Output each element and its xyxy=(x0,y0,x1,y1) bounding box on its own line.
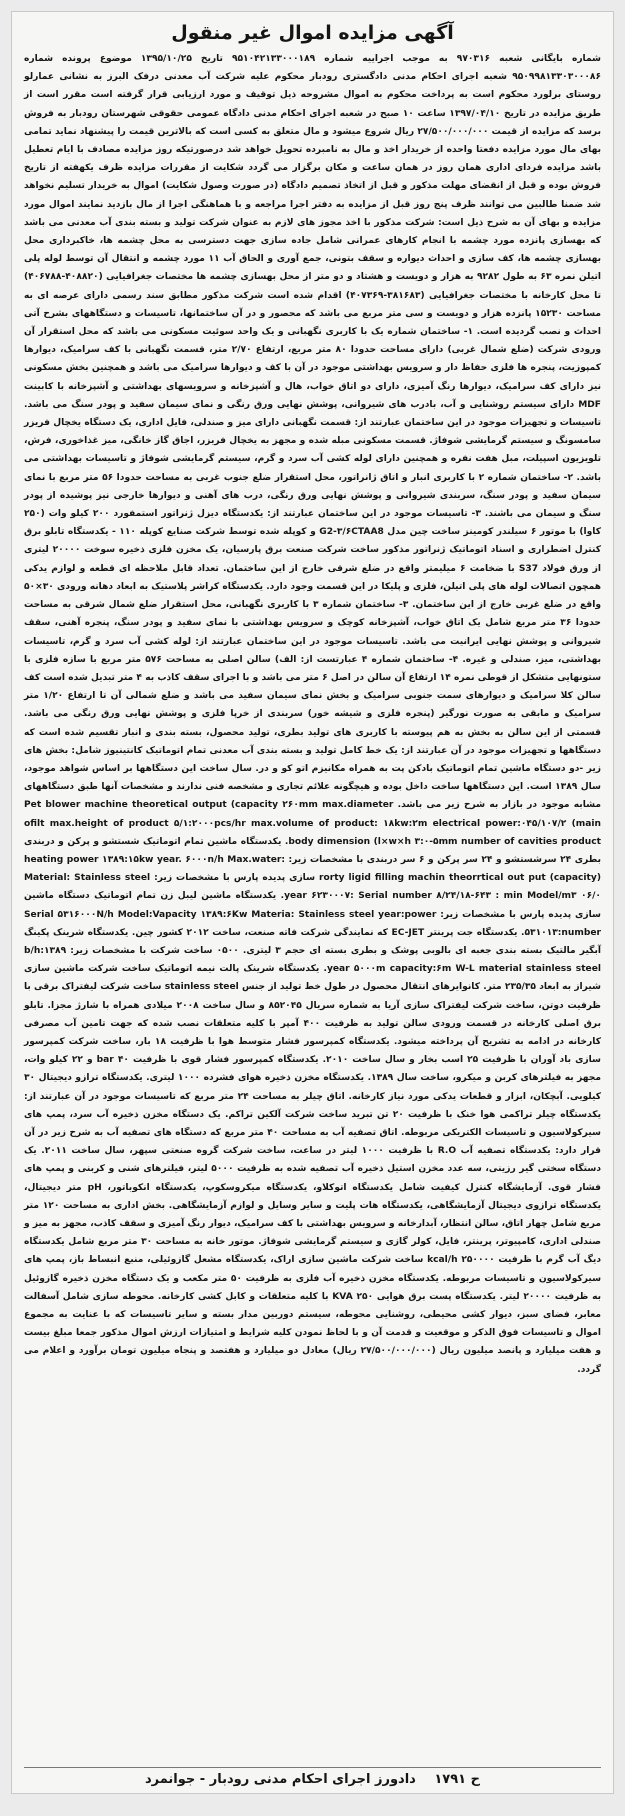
signature-line: دادورز اجرای احکام مدنی رودبار - جوانمرد xyxy=(144,1772,416,1787)
auction-notice-body: شماره بایگانی شعبه ۹۷۰۳۱۶ به موجب اجراییه شماره ۹۵۱۰۴۲۱۳۳۰۰۰۱۸۹ تاریخ ۱۳۹۵/۱۰/۲۵ موضوع پرونده شماره ۹۵۰۹۹۸۱۳۳۰۳۰۰۰۸۶ شعبه اجرای احکام مدنی دادگستری رودبار محکوم علیه شرکت آب معدنی درفک البرز به نشانی عمارلو روستای برلورد محکوم است به پرداخت محکوم به اموال مشروحه ذیل توقیف و مورد ارزیابی قرار گرفته است مقرر است از طریق مزایده در تاریخ ۱۳۹۷/۰۴/۱۰ ساعت ۱۰ صبح در شعبه اجرای احکام مدنی دادگاه عمومی حقوقی شهرستان رودبار به فروش برسد که مزایده از قیمت ۲۷/۵۰۰/۰۰۰/۰۰۰ ریال شروع میشود و مال متعلق به کسی است که بالاترین قیمت را پیشنهاد نماید تمامی بهای مال مورد مزایده دفعتا واحده از خریدار اخذ و مال به نامبرده تحویل خواهد شد درصورتیکه روز مزایده مصادف با ایام تعطیل باشد مزایده فردای اداری همان روز در همان ساعت و مکان برگزار می گردد شکایت از مقررات مزایده ظرف یکهفته از تاریخ فروش بوده و قبل از انقضای مهلت مذکور و قبل از اتخاذ تصمیم دادگاه (در صورت وصول شکایت) اموال به خریدار تسلیم نخواهد شد ضمنا طالبین می توانند ظرف پنج روز قبل از مزایده به دفتر اجرا مراجعه و با هماهنگی اجرا از مال بازدید نمایند اموال مورد مزایده و بهای آن به شرح ذیل است: شرکت مذکور با اخذ مجوز های لازم به عنوان شرکت تولید و بسته بندی آب معدنی می باشد که بهسازی پانزده مورد چشمه با انجام کارهای عمرانی شامل جاده سازی جهت دسترسی به محل چشمه ها، خاکبرداری محل بهسازی چشمه ها، کف سازی و احداث دیواره و سقف بتونی، جمع آوری و الحاق آب ۱۱ مورد چشمه و انتقال آن توسط لوله پلی اتیلن نمره ۶۳ به طول ۹۲۸۲ به هزار و دویست و هشتاد و دو متر از محل بهسازی چشمه ها مختصات جغرافیایی (۴۰۸۸۲۰-۴۰۶۷۸۸) تا محل کارخانه با مختصات جغرافیایی (۳۸۱۶۸۳-۴۰۷۳۶۹) اقدام شده است شرکت مذکور مطابق سند رسمی دارای عرصه ای به مساحت ۱۵۲۳۰ پانزده هزار و دویست و سی متر مربع می باشد که محصور و در آن ساختمانها، تاسیسات و دستگاههای بشرح آتی احداث و نصب گردیده است. ۱- ساختمان شماره یک با کاربری نگهبانی و یک واحد سوئیت مسکونی می باشد که محل استقرار آن ورودی شرکت (ضلع شمال غربی) دارای مساحت حدودا ۸۰ متر مربع، ارتفاع ۲/۷۰ متر، قسمت نگهبانی با کف سرامیک، دیوارها کمپوزیت، پنجره ها فلزی حفاظ دار و سرویس بهداشتی موجود در آن با کف و دیوارها سرامیک می باشد و همچنین بخش مسکونی نیز دارای کف سرامیک، دیوارها رنگ آمیزی، دارای دو اتاق خواب، هال و آشپزخانه و سرویسهای بهداشتی و آشپزخانه با کابینت MDF دارای سیستم روشنایی و آب، بادرب های شیروانی، پوشش نهایی ورق رنگی و نمای سیمان سفید و پودر سنگ می باشد. تاسیسات و تجهیزات موجود در این ساختمان عبارتند از: قسمت نگهبانی دارای میز و صندلی، فایل اداری، یک دستگاه یخچال فریزر سامسونگ و سیستم گرمایشی شوفاژ. قسمت مسکونی مبله شده و مجهز به یخچال فریزر، اجاق گاز خانگی، میز غذاخوری، فرش، تلویزیون اسپیلت، مبل هفت نفره و همچنین دارای لوله کشی آب سرد و گرم، سیستم گرمایشی شوفاژ و تاسیسات بهداشتی می باشد. ۲- ساختمان شماره ۲ با کاربری انبار و اتاق ژانراتور، محل استقرار ضلع جنوب غربی به مساحت حدودا ۵۶ متر مربع با نمای سیمان سفید و پودر سنگ، سربندی شیروانی و پوشش نهایی ورق رنگی، درب های آهنی و دیوارها خارجی نیز پوشیده از پودر سنگ و سیمان می باشند. ۳- تاسیسات موجود در این ساختمان عبارتند از: یکدستگاه دیزل ژنراتور استمفورد ۲۰۰ کیلو وات (۲۵۰ کاوا) با موتور ۶ سیلندر کومینز ساخت چین مدل G2-۳/۶CTAA8 و کوپله شده توسط شرکت صنایع کوپله ۱۱۰ - یکدستگاه تابلو برق کنترل اضطراری و اسناد اتوماتیک ژنراتور مذکور ساخت شرکت صنعت برق پارسیان، یک مخزن فلزی ذخیره سوخت ۲۰۰۰۰ لیتری از ورق فولاد S37 با ضخامت ۶ میلیمتر واقع در ضلع شرقی خارج از این ساختمان. تعداد قابل ملاحظه ای قطعه و لوازم یدکی همچون اتصالات لوله های پلی اتیلن، فلزی و پلیکا در این قسمت وجود دارد. یکدستگاه کراشر پلاستیک به ابعاد دهانه ورودی ۳۰×۵۰ واقع در ضلع غربی خارج از این ساختمان. ۳- ساختمان شماره ۳ با کاربری نگهبانی، محل استقرار ضلع شمال شرقی به مساحت حدودا ۳۶ متر مربع شامل یک اتاق خواب، آشپزخانه کوچک و سرویس بهداشتی با نمای سفید و پودر سنگ، پنجره آهنی، سقف شیروانی و پوشش نهایی ایرانیت می باشد. تاسیسات موجود در این ساختمان عبارتند از: لوله کشی آب سرد و گرم، تاسیسات بهداشتی، میز، صندلی و غیره. ۴- ساختمان شماره ۴ عبارتست از: الف) سالن اصلی به مساحت ۵۷۶ متر مربع با سازه فلزی با ستونهایی متشکل از قوطی نمره ۱۴ ارتفاع آن سالن در اصل ۶ متر می باشد و با اجرای سقف کاذب به ۴ متر تبدیل شده است کف سالن کلا سرامیک و دیوارهای سمت جنوبی سرامیک و بخش نمای سیمان سفید می باشد و ضلع شمالی آن تا ارتفاع ۱/۲۰ متر سرامیک و مابقی به صورت نورگیر (پنجره فلزی و شیشه خور) سربندی از خرپا فلزی و پوشش نهایی ورق رنگی می باشد. قسمتی از این سالن به بخش به هم پیوسته با کاربری های تولید بطری، تولید محصول، بسته بندی و انبار تقسیم شده است که دستگاهها و تجهیزات موجود در آن عبارتند از: یک خط کامل تولید و بسته بندی آب معدنی تمام اتوماتیک کانتینیوز شامل: بخش های زیر -دو دستگاه ماشین تمام اتوماتیک بادکن پت به همراه مکانیزم اتو کو و در. سال ساخت این دستگاهها بر اساس شواهد موجود، سال ۱۳۸۹ است. این دستگاهها ساخت داخل بوده و هیچگونه علائم تجاری و مشخصه فنی ندارند و مشخصات آنها طبق دستگاههای مشابه موجود در بازار به شرح زیر می باشد. Pet blower machine theoretical output (capacity ۲۶۰mm max.diameter ofilt max.height of product ۵/۱:۲۰۰۰pcs/hr max.volume of product: ۱۸kw:۲m electrical power:۰۴۵/۱۰۷/۲ (main body dimension (l×w×h ۳:۰-۵mm number of cavities product. یکدستگاه ماشین تمام اتوماتیک شستشو و پرکن و دربندی بطری ۲۴ سرشستشو و ۲۴ سر پرکن و ۶ سر دربندی با مشخصات زیر: heating power ۱۳۸۹:۱۵kw year. ۶۰۰۰n/h Max.water: rorty ligid filling machin theorrtical out put (capacity) سازی پدیده پارس با مشخصات زیر: Material: Stainless steel year ۶۲۳۰۰۰۷: Serial number ۸/۲۴/۱۸-۶۴۳ : min Model/m۳ ۰۶/۰. یکدستگاه ماشین لیبل زن تمام اتوماتیک دستگاه ماشین سازی پدیده پارس با مشخصات زیر: Serial ۵۳۱۶۰۰۰N/h Model:Vapacity ۱۳۸۹:۶Kw Materia: Stainless steel year:power ۵۳۱۰۱۳:number. یکدستگاه جت پرینتر EC-JET که نمایندگی شرکت فاته صنعت، ساخت ۲۰۱۲ کشور چین. یکدستگاه شرینک پکینگ آبگیر مالتیک بسته بندی جعبه ای بالوبی پوشک و بطری بسته ای حجم ۳ لیتری. ۰۵۰۰ ساخت شرکت با مشخصات زیر: ۱۳۸۹:b/h year ۵۰۰۰m capacity:۶m W-L material stainless steel. یکدستگاه شرینک پالت نیمه اتوماتیک ساخت شرکت ماشین سازی شیراز به ابعاد ۲۳۵/۳۵ متر. کانوایرهای انتقال محصول در طول خط تولید از جنس stainless steel ساخت شرکت لیفتراک برقی با ظرفیت دوتن، ساخت شرکت لیفتراک سازی آریا به شماره سریال ۸۵۲۰۴۵ و سال ساخت ۲۰۰۸ میلادی همراه با شارژ مجزا. تابلو برق اصلی کارخانه در قسمت ورودی سالن تولید به ظرفیت ۴۰۰ آمپر با کلیه متعلقات نصب شده که جهت تامین آب مصرفی کارخانه در ادامه به تشریح آن پرداخته میشود. یکدستگاه کمپرسور فشار متوسط هوا با ظرفیت ۱۸ بار، ساخت شرکت کمپرسور سازی باد آوران با ظرفیت ۲۵ اسب بخار و سال ساخت ۲۰۱۰. یکدستگاه کمپرسور فشار قوی با ظرفیت ۴۰ bar و ۲۲ کیلو وات، مجهز به فیلترهای کربن و میکرو، ساخت سال ۱۳۸۹. یکدستگاه مخزن ذخیره هوای فشرده ۱۰۰۰ لیتری. یکدستگاه ترازو دیجیتال ۳۰ کیلویی. آبچکان، ابزار و قطعات یدکی مورد نیاز کارخانه. اتاق چیلر به مساحت ۲۴ متر مربع که تاسیسات موجود در آن عبارتند از: یکدستگاه چیلر تراکمی هوا خنک با ظرفیت ۲۰ تن تبرید ساخت شرکت آلکین تراکم. یک دستگاه مخزن ذخیره آب سرد، پمپ های سیرکولاسیون و تاسیسات الکتریکی مربوطه. اتاق تصفیه آب به مساحت ۴۰ متر مربع که دستگاه های تصفیه آب به شرح زیر در آن قرار دارد: یکدستگاه تصفیه آب R.O با ظرفیت ۱۰۰۰ لیتر در ساعت، ساخت شرکت گروه صنعتی سپهر، سال ساخت ۲۰۱۱. یک دستگاه سختی گیر رزینی، سه عدد مخزن استیل ذخیره آب تصفیه شده به ظرفیت ۵۰۰۰ لیتر، فیلترهای شنی و کربنی و پمپ های فشار قوی. آزمایشگاه کنترل کیفیت شامل یکدستگاه اتوکلاو، یکدستگاه میکروسکوپ، یکدستگاه انکوباتور، pH متر دیجیتال، یکدستگاه ترازوی دیجیتال آزمایشگاهی، یکدستگاه هات پلیت و سایر وسایل و لوازم آزمایشگاهی. بخش اداری به مساحت ۱۲۰ متر مربع شامل چهار اتاق، سالن انتظار، آبدارخانه و سرویس بهداشتی با کف سرامیک، دیوار رنگ آمیزی و سقف کاذب، مجهز به میز و صندلی اداری، کامپیوتر، پرینتر، فایل، کولر گازی و سیستم گرمایشی شوفاژ. موتور خانه به مساحت ۳۰ متر مربع شامل یکدستگاه دیگ آب گرم با ظرفیت ۲۵۰۰۰۰ kcal/h ساخت شرکت ماشین سازی اراک، یکدستگاه مشعل گازوئیلی، منبع انبساط باز، پمپ های سیرکولاسیون و تاسیسات مربوطه. یکدستگاه مخزن ذخیره آب فلزی به ظرفیت ۵۰ متر مکعب و یک دستگاه مخزن ذخیره گازوئیل به ظرفیت ۲۰۰۰۰ لیتر. یکدستگاه پست برق هوایی ۲۵۰ KVA با کلیه متعلقات و کابل کشی کارخانه. محوطه سازی شامل آسفالت معابر، فضای سبز، دیوار کشی محیطی، روشنایی محوطه، سیستم دوربین مدار بسته و سایر تاسیسات که با عنایت به مجموع اموال و تاسیسات فوق الذکر و موقعیت و قدمت آن و با لحاظ نمودن کلیه شرایط و امتیازات ارزش اموال مذکور جمعا مبلغ بیست و هفت میلیارد و پانصد میلیون ریال (۲۷/۵۰۰/۰۰۰/۰۰۰ ریال) معادل دو میلیارد و هفتصد و پنجاه میلیون تومان برآورد و اعلام می گردد. xyxy=(20,54,602,1375)
advertisement-page xyxy=(11,11,614,1794)
page-title: آگهی مزایده اموال غیر منقول xyxy=(171,22,454,44)
signature-footer xyxy=(24,1767,601,1787)
reference-number: ح ۱۷۹۱ xyxy=(434,1772,481,1787)
